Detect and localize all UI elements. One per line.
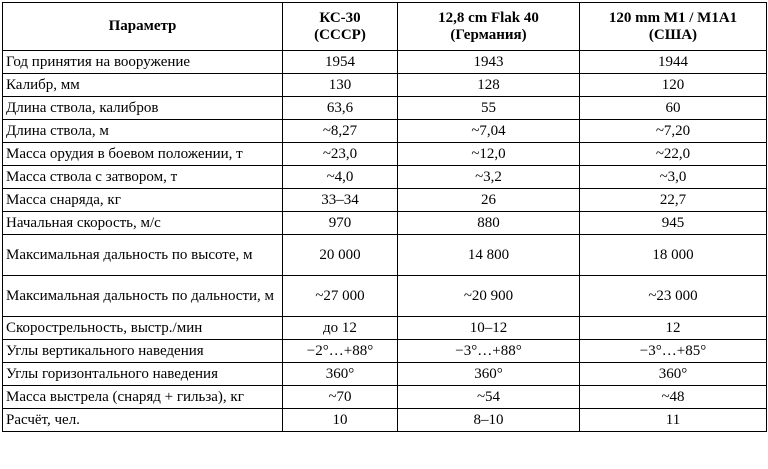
cell-ks30: 360°: [283, 363, 398, 386]
table-row: [3, 317, 767, 340]
cell-m1: 12: [580, 317, 767, 340]
comparison-table: [2, 2, 767, 432]
cell-m1: ~23 000: [580, 276, 767, 317]
row-name: Углы вертикального наведения: [3, 340, 283, 363]
cell-flak40: 128: [398, 74, 580, 97]
table-row: [3, 120, 767, 143]
cell-m1: 11: [580, 409, 767, 432]
cell-m1: ~7,20: [580, 120, 767, 143]
row-name: Начальная скорость, м/с: [3, 212, 283, 235]
row-name: Масса выстрела (снаряд + гильза), кг: [3, 386, 283, 409]
table-row: [3, 143, 767, 166]
cell-m1: 360°: [580, 363, 767, 386]
table-row: [3, 74, 767, 97]
cell-ks30: до 12: [283, 317, 398, 340]
table-row: [3, 409, 767, 432]
table-row: [3, 235, 767, 276]
cell-ks30: 10: [283, 409, 398, 432]
row-name: Год принятия на вооружение: [3, 51, 283, 74]
cell-ks30: 20 000: [283, 235, 398, 276]
cell-flak40: 360°: [398, 363, 580, 386]
cell-flak40: ~3,2: [398, 166, 580, 189]
cell-ks30: 130: [283, 74, 398, 97]
row-name: Масса снаряда, кг: [3, 189, 283, 212]
cell-ks30: 970: [283, 212, 398, 235]
header-parameter: Параметр: [3, 3, 283, 51]
cell-ks30: ~4,0: [283, 166, 398, 189]
row-name: Углы горизонтального наведения: [3, 363, 283, 386]
table-row: [3, 363, 767, 386]
cell-m1: 22,7: [580, 189, 767, 212]
cell-flak40: ~12,0: [398, 143, 580, 166]
cell-m1: ~3,0: [580, 166, 767, 189]
table-row: [3, 51, 767, 74]
header-ks30: КС-30 (СССР): [283, 3, 398, 51]
table-row: [3, 386, 767, 409]
cell-flak40: 26: [398, 189, 580, 212]
header-m1: 120 mm M1 / M1A1 (США): [580, 3, 767, 51]
row-name: Масса орудия в боевом положении, т: [3, 143, 283, 166]
table-row: [3, 340, 767, 363]
table-row: [3, 166, 767, 189]
table-row: [3, 189, 767, 212]
cell-m1: 60: [580, 97, 767, 120]
cell-ks30: 33–34: [283, 189, 398, 212]
cell-m1: 120: [580, 74, 767, 97]
cell-flak40: 10–12: [398, 317, 580, 340]
cell-flak40: 55: [398, 97, 580, 120]
row-name: Калибр, мм: [3, 74, 283, 97]
table-row: [3, 97, 767, 120]
cell-m1: 1944: [580, 51, 767, 74]
cell-m1: −3°…+85°: [580, 340, 767, 363]
table-row: [3, 212, 767, 235]
row-name: Скорострельность, выстр./мин: [3, 317, 283, 340]
cell-ks30: ~8,27: [283, 120, 398, 143]
table-header-row: [3, 3, 767, 51]
cell-m1: ~22,0: [580, 143, 767, 166]
cell-ks30: 63,6: [283, 97, 398, 120]
row-name: Максимальная дальность по высоте, м: [3, 235, 283, 276]
row-name: Расчёт, чел.: [3, 409, 283, 432]
cell-flak40: 880: [398, 212, 580, 235]
cell-flak40: ~7,04: [398, 120, 580, 143]
cell-m1: 945: [580, 212, 767, 235]
row-name: Максимальная дальность по дальности, м: [3, 276, 283, 317]
cell-ks30: ~23,0: [283, 143, 398, 166]
cell-m1: 18 000: [580, 235, 767, 276]
cell-flak40: ~20 900: [398, 276, 580, 317]
cell-ks30: ~27 000: [283, 276, 398, 317]
header-flak40: 12,8 cm Flak 40 (Германия): [398, 3, 580, 51]
table-row: [3, 276, 767, 317]
cell-flak40: ~54: [398, 386, 580, 409]
cell-flak40: 14 800: [398, 235, 580, 276]
cell-m1: ~48: [580, 386, 767, 409]
row-name: Длина ствола, калибров: [3, 97, 283, 120]
cell-flak40: 8–10: [398, 409, 580, 432]
row-name: Масса ствола с затвором, т: [3, 166, 283, 189]
row-name: Длина ствола, м: [3, 120, 283, 143]
cell-ks30: 1954: [283, 51, 398, 74]
cell-flak40: −3°…+88°: [398, 340, 580, 363]
cell-ks30: ~70: [283, 386, 398, 409]
cell-ks30: −2°…+88°: [283, 340, 398, 363]
cell-flak40: 1943: [398, 51, 580, 74]
